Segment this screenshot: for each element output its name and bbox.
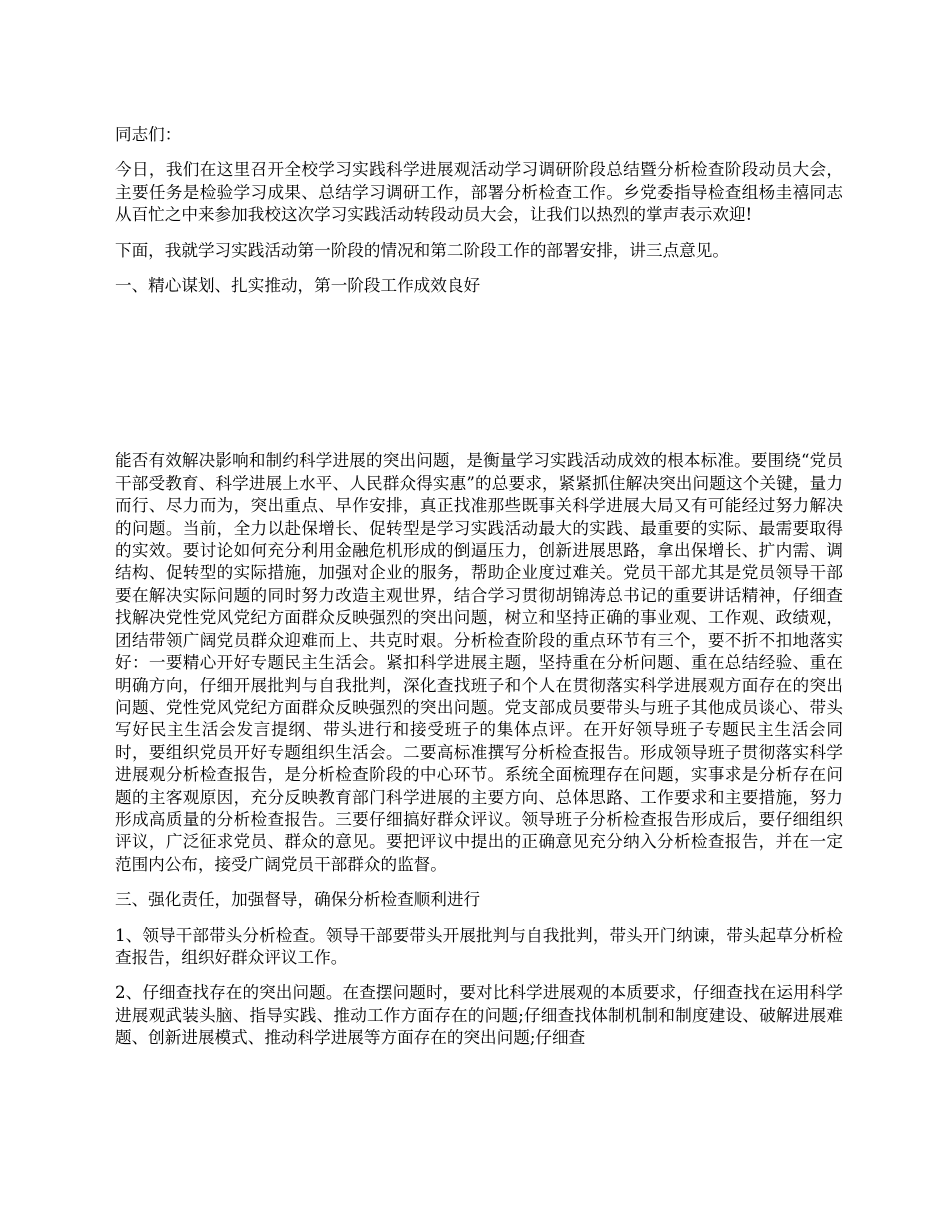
section-one-heading: 一、精心谋划、扎实推动，第一阶段工作成效良好 xyxy=(115,276,481,296)
point-two: 2、仔细查找存在的突出问题。在查摆问题时，要对比科学进展观的本质要求，仔细查找在运用科学进展观武装头脑、指导实践、推动工作方面存在的问题;仔细查找体制机制和制度建设、破解进展难题、创新进展模式、推动科学进展等方面存在的突出问题;仔细查 xyxy=(115,983,843,1048)
point-one: 1、领导干部带头分析检查。领导干部要带头开展批判与自我批判，带头开门纳谏，带头起草分析检查报告，组织好群众评议工作。 xyxy=(115,925,843,967)
overview-paragraph: 下面，我就学习实践活动第一阶段的情况和第二阶段工作的部署安排，讲三点意见。 xyxy=(115,240,729,260)
main-paragraph: 能否有效解决影响和制约科学进展的突出问题，是衡量学习实践活动成效的根本标准。要围绕“党员干部受教育、科学进展上水平、人民群众得实惠”的总要求，紧紧抓住解决突出问题这个关键，量力而行、尽力而为，突出重点、早作安排，真正找准那些既事关科学进展大局又有可能经过努力解决的问题。当前，全力以赴保增长、促转型是学习实践活动最大的实践、最重要的实际、最需要取得的实效。要讨论如何充分利用金融危机形成的倒逼压力，创新进展思路，拿出保增长、扩内需、调结构、促转型的实际措施，加强对企业的服务，帮助企业度过难关。党员干部尤其是党员领导干部要在解决实际问题的同时努力改造主观世界，结合学习贯彻胡锦涛总书记的重要讲话精神，仔细查找解决党性党风党纪方面群众反映强烈的突出问题，树立和坚持正确的事业观、工作观、政绩观，团结带领广阔党员群众迎难而上、共克时艰。分析检查阶段的重点环节有三个，要不折不扣地落实好：一要精心开好专题民主生活会。紧扣科学进展主题，坚持重在分析问题、重在总结经验、重在明确方向，仔细开展批判与自我批判，深化查找班子和个人在贯彻落实科学进展观方面存在的突出问题、党性党风党纪方面群众反映强烈的突出问题。党支部成员要带头与班子其他成员谈心、带头写好民主生活会发言提纲、带头进行和接受班子的集体点评。在开好领导班子专题民主生活会同时，要组织党员开好专题组织生活会。二要高标准撰写分析检查报告。形成领导班子贯彻落实科学进展观分析检查报告，是分析检查阶段的中心环节。系统全面梳理存在问题，实事求是分析存在问题的主客观原因，充分反映教育部门科学进展的主要方向、总体思路、工作要求和主要措施，努力形成高质量的分析检查报告。三要仔细搞好群众评议。领导班子分析检查报告形成后，要仔细组织评议，广泛征求党员、群众的意见。要把评议中提出的正确意见充分纳入分析检查报告，并在一定范围内公布，接受广阔党员干部群众的监督。 xyxy=(115,451,843,874)
section-three-heading: 三、强化责任，加强督导，确保分析检查顺利进行 xyxy=(115,890,481,910)
salutation: 同志们： xyxy=(115,125,182,144)
intro-paragraph: 今日，我们在这里召开全校学习实践科学进展观活动学习调研阶段总结暨分析检查阶段动员大会，主要任务是检验学习成果、总结学习调研工作，部署分析检查工作。乡党委指导检查组杨圭禧同志从百忙之中来参加我校这次学习实践活动转段动员大会，让我们以热烈的掌声表示欢迎! xyxy=(115,160,843,225)
document-body xyxy=(115,124,843,1063)
blank-gap xyxy=(115,310,843,450)
